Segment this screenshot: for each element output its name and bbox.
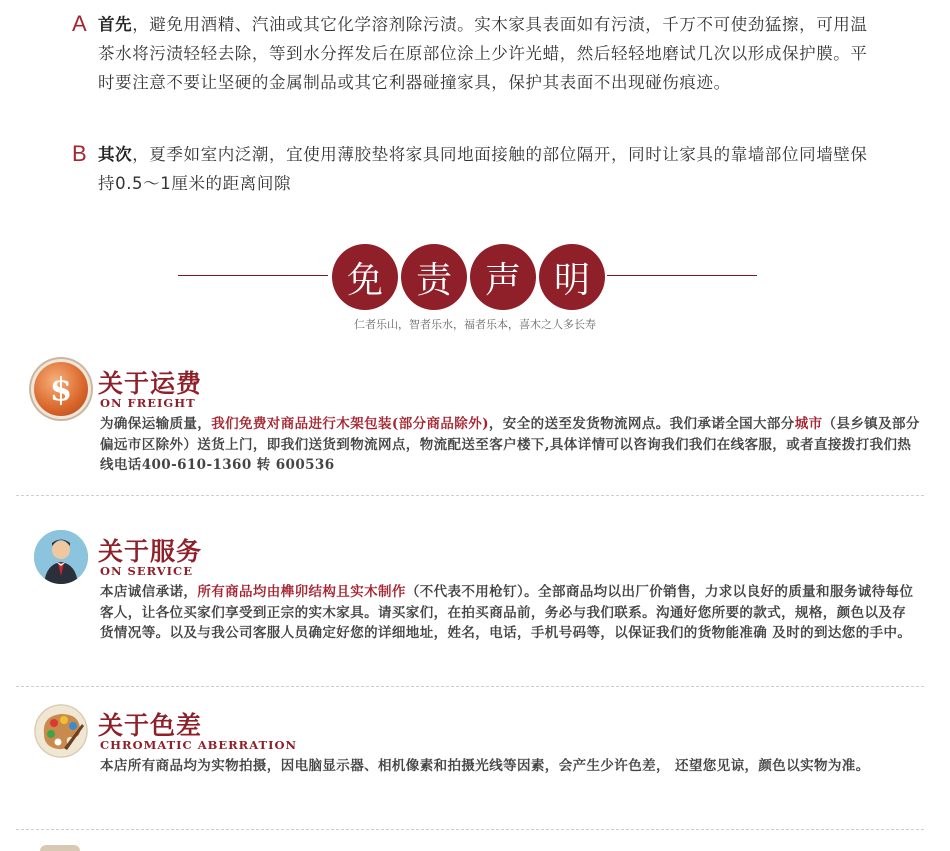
banner-rule-right [607, 275, 757, 276]
tip-lead: 其次 [98, 145, 133, 164]
banner-subtitle: 仁者乐山，智者乐水，福者乐本，喜木之人多长寿 [354, 318, 596, 331]
tip-body [98, 10, 872, 97]
section-title: 关于服务 [98, 537, 203, 566]
section-divider [16, 495, 924, 496]
paint-palette-icon [34, 704, 88, 758]
text-run: （县乡镇及部分偏远市区除外）送货上门，即我们送货到物流网点，物流配送至客户楼下,具体详情可以咨询我们我们在线客服，或者直接拨打我们热线电话400-610-1360 转 600536 [100, 416, 920, 473]
section-divider [16, 829, 924, 830]
section-subtitle: ON SERVICE [100, 564, 193, 578]
section-text [100, 756, 920, 777]
section-subtitle: CHROMATIC ABERRATION [100, 738, 297, 752]
tip-lead: 首先 [98, 15, 133, 34]
section-subtitle: ON FREIGHT [100, 396, 196, 410]
text-highlight: 城市 [794, 416, 823, 432]
text-run: 本店诚信承诺， [100, 584, 198, 600]
tip-text: ，夏季如室内泛潮，宜使用薄胶垫将家具同地面接触的部位隔开，同时让家具的靠墙部位同墙壁保持0.5～1厘米的距离间隙 [98, 145, 868, 193]
text-run: （不代表不用枪钉）。全部商品均以出厂价销售，力求以良好的质量和服务诚待每位客人，让各位买家们享受到正宗的实木家具。请买家们，在拍买商品前，务必与我们联系。沟通好您所要的款式，规格，颜色以及存货情况等。以及与我公司客服人员确定好您的详细地址，姓名，电话，手机号码等，以保证我们的货物能准确 及时的到达您的手中。 [100, 584, 914, 641]
next-section-icon-partial [40, 845, 80, 851]
tip-letter: B [72, 141, 87, 166]
disclaimer-banner [0, 244, 950, 334]
customer-service-person-icon [34, 530, 88, 584]
section-divider [16, 686, 924, 687]
banner-char: 声 [470, 244, 536, 310]
banner-char: 免 [332, 244, 398, 310]
banner-char: 明 [539, 244, 605, 310]
tip-text: ，避免用酒精、汽油或其它化学溶剂除污渍。实木家具表面如有污渍，千万不可使劲猛擦，可用温茶水将污渍轻轻去除，等到水分挥发后在原部位涂上少许光蜡，然后轻轻地磨试几次以形成保护膜。平时要注意不要让坚硬的金属制品或其它利器碰撞家具，保护其表面不出现碰伤痕迹。 [98, 15, 868, 92]
banner-rule-left [178, 275, 328, 276]
text-run: 本店所有商品均为实物拍摄，因电脑显示器、相机像素和拍摄光线等因素，会产生少许色差， 还望您见谅，颜色以实物为准。 [100, 758, 870, 774]
dollar-coin-icon: $ [34, 362, 88, 416]
text-run: 为确保运输质量， [100, 416, 212, 432]
section-title: 关于色差 [98, 711, 203, 740]
tip-body [98, 140, 872, 198]
section-title: 关于运费 [98, 369, 203, 398]
care-tip-b [72, 140, 872, 198]
banner-char: 责 [401, 244, 467, 310]
text-highlight: 所有商品均由榫卯结构且实木制作 [197, 584, 406, 600]
care-tip-a [72, 10, 872, 97]
text-highlight: 我们免费对商品进行木架包装(部分商品除外) [211, 416, 489, 432]
section-text [100, 414, 920, 476]
tip-letter: A [72, 11, 87, 36]
section-text [100, 582, 920, 644]
banner-title [332, 244, 605, 310]
text-run: ，安全的送至发货物流网点。我们承诺全国大部分 [488, 416, 795, 432]
